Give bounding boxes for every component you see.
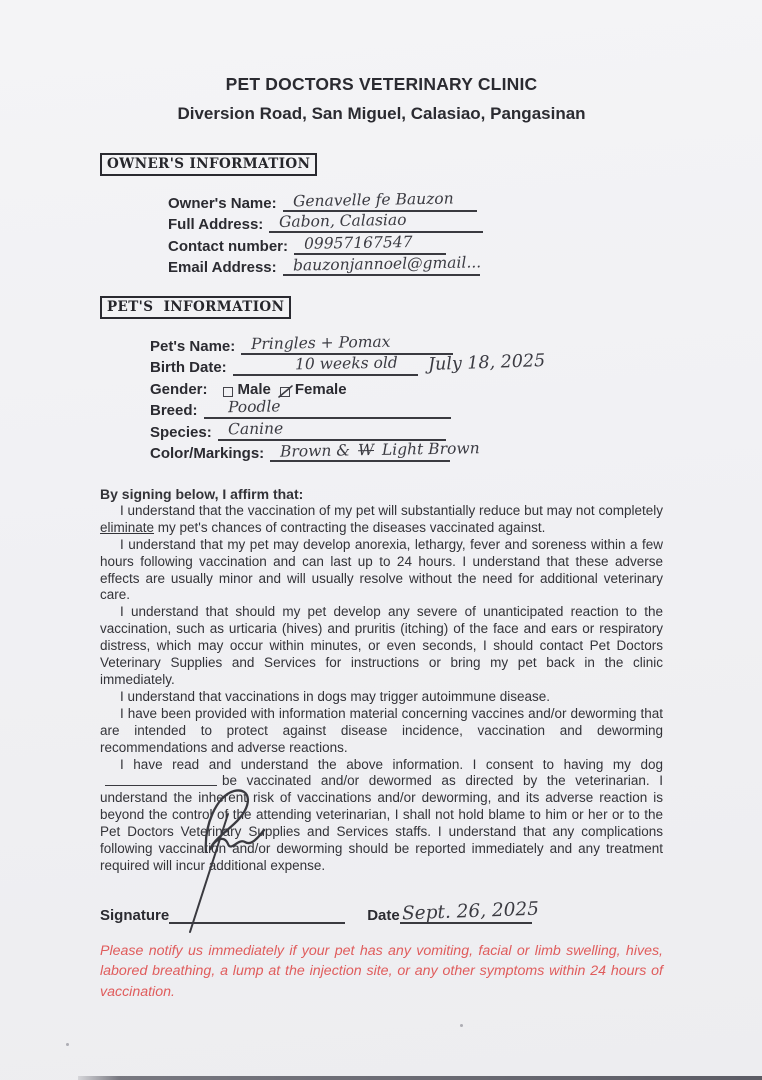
female-checkbox (280, 387, 290, 397)
female-checkbox-label: Female (294, 380, 347, 398)
date-value: Sept. 26, 2025 (401, 898, 540, 925)
date-line (400, 898, 540, 925)
affirmation-paragraph-5: I have been provided with information material concerning vaccines and/or deworming that are intended to protect against disease incidence, vaccination and deworming recommendations and adverse reactions. (100, 705, 663, 755)
scan-artifact-strip (78, 1076, 762, 1080)
pet-info-fields (150, 333, 663, 462)
contact-number-field (168, 233, 663, 255)
contact-number-line (294, 232, 446, 255)
signature-row (100, 898, 663, 925)
color-markings-field (150, 441, 663, 463)
contact-number-value: 09957167547 (303, 232, 413, 253)
color-markings-struck-word: W (358, 441, 375, 460)
full-address-field (168, 212, 663, 234)
contact-number-label: Contact number: (168, 237, 288, 255)
scan-speck (66, 1043, 69, 1046)
underlined-word-eliminate: eliminate (100, 519, 155, 535)
affirmation-heading: By signing below, I affirm that: (100, 486, 304, 502)
full-address-line (269, 210, 483, 233)
email-address-value: bauzonjannoel@gmail... (292, 253, 481, 275)
gender-field (150, 376, 663, 398)
vaccination-warning-notice: Please notify us immediately if your pet has any vomiting, facial or limb swelling, hives, labored breathing, a lump at the injection site, or any other symptoms within 24 hours of vaccination. (100, 942, 663, 1000)
pet-name-label: Pet's Name: (150, 337, 236, 355)
breed-value: Poodle (227, 397, 281, 417)
birth-date-overflow-value: July 18, 2025 (427, 350, 546, 376)
affirmation-paragraph-3: I understand that should my pet develop any severe of unanticipated reaction to the vaccination, such as urticaria (hives) and pruritis (itching) of the face and ears or respiratory distress, which may occur within minutes, or even seconds, I should contact Pet Doctors Veterinary Supplies and Services for instructions or bring my pet back in the clinic immediately. (100, 604, 663, 687)
color-markings-value: Brown & W Light Brown (280, 439, 480, 461)
email-address-line (283, 253, 481, 276)
page-title: PET DOCTORS VETERINARY CLINIC (225, 74, 538, 94)
birth-date-label: Birth Date: (150, 359, 227, 376)
scan-speck (460, 1024, 463, 1027)
pet-name-line (241, 332, 453, 355)
species-value: Canine (227, 418, 284, 438)
birth-date-line (233, 353, 418, 376)
owner-info-fields (168, 190, 663, 276)
affirmation-paragraph-1: I understand that the vaccination of my pet will substantially reduce but may not completely eliminate my pet's chances of contracting the diseases vaccinated against. (100, 502, 663, 535)
signature-line (169, 906, 345, 924)
full-address-label: Full Address: (168, 216, 264, 233)
pet-name-field (150, 333, 663, 355)
color-markings-line (270, 439, 480, 462)
full-address-value: Gabon, Calasiao (279, 210, 407, 232)
species-label: Species: (150, 423, 212, 441)
birth-date-value: 10 weeks old (294, 353, 398, 374)
breed-line (204, 399, 451, 419)
date-label: Date (367, 906, 400, 924)
male-checkbox (223, 387, 233, 397)
owner-name-value: Genavelle fe Bauzon (292, 189, 454, 210)
pet-info-heading: PET'S INFORMATION (100, 296, 291, 319)
color-markings-label: Color/Markings: (150, 445, 265, 462)
owner-name-label: Owner's Name: (168, 194, 277, 212)
affirmation-paragraph-6: I have read and understand the above information. I consent to having my dogbe vaccinated and/or dewormed as directed by the veterinarian. I understand the inherent risk of vaccinations and/or deworming, and its adverse reaction is beyond the control of the attending veterinarian, I shall not hold blame to him or her or to the Pet Doctors Veterinary Supplies and Services staffs. I understand that any complications following vaccination and/or deworming should be reported immediately and any treatment required will incur additional expense. (100, 756, 663, 873)
species-line (218, 418, 446, 441)
signature-label: Signature (100, 906, 170, 924)
breed-field (150, 398, 663, 420)
owner-info-heading: OWNER'S INFORMATION (100, 153, 317, 176)
birth-date-field (150, 350, 663, 377)
gender-label: Gender: (150, 380, 208, 398)
male-checkbox-label: Male (237, 380, 271, 398)
pet-name-value: Pringles + Pomax (251, 332, 391, 353)
affirmation-paragraph-2: I understand that my pet may develop anorexia, lethargy, fever and soreness within a few hours following vaccination and can last up to 24 hours. I understand that these adverse effects are usually minor and will usually resolve without the need for additional veterinary care. (100, 536, 663, 603)
email-address-field (168, 255, 663, 277)
email-address-label: Email Address: (168, 259, 277, 276)
species-field (150, 419, 663, 441)
owner-name-line (283, 189, 477, 212)
affirmation-section (100, 486, 663, 875)
clinic-address: Diversion Road, San Miguel, Calasiao, Pangasinan (177, 104, 586, 123)
form-header (100, 74, 663, 124)
affirmation-paragraph-4: I understand that vaccinations in dogs may trigger autoimmune disease. (120, 688, 550, 704)
dog-name-blank (105, 774, 217, 786)
owner-name-field (168, 190, 663, 212)
breed-label: Breed: (150, 402, 198, 419)
